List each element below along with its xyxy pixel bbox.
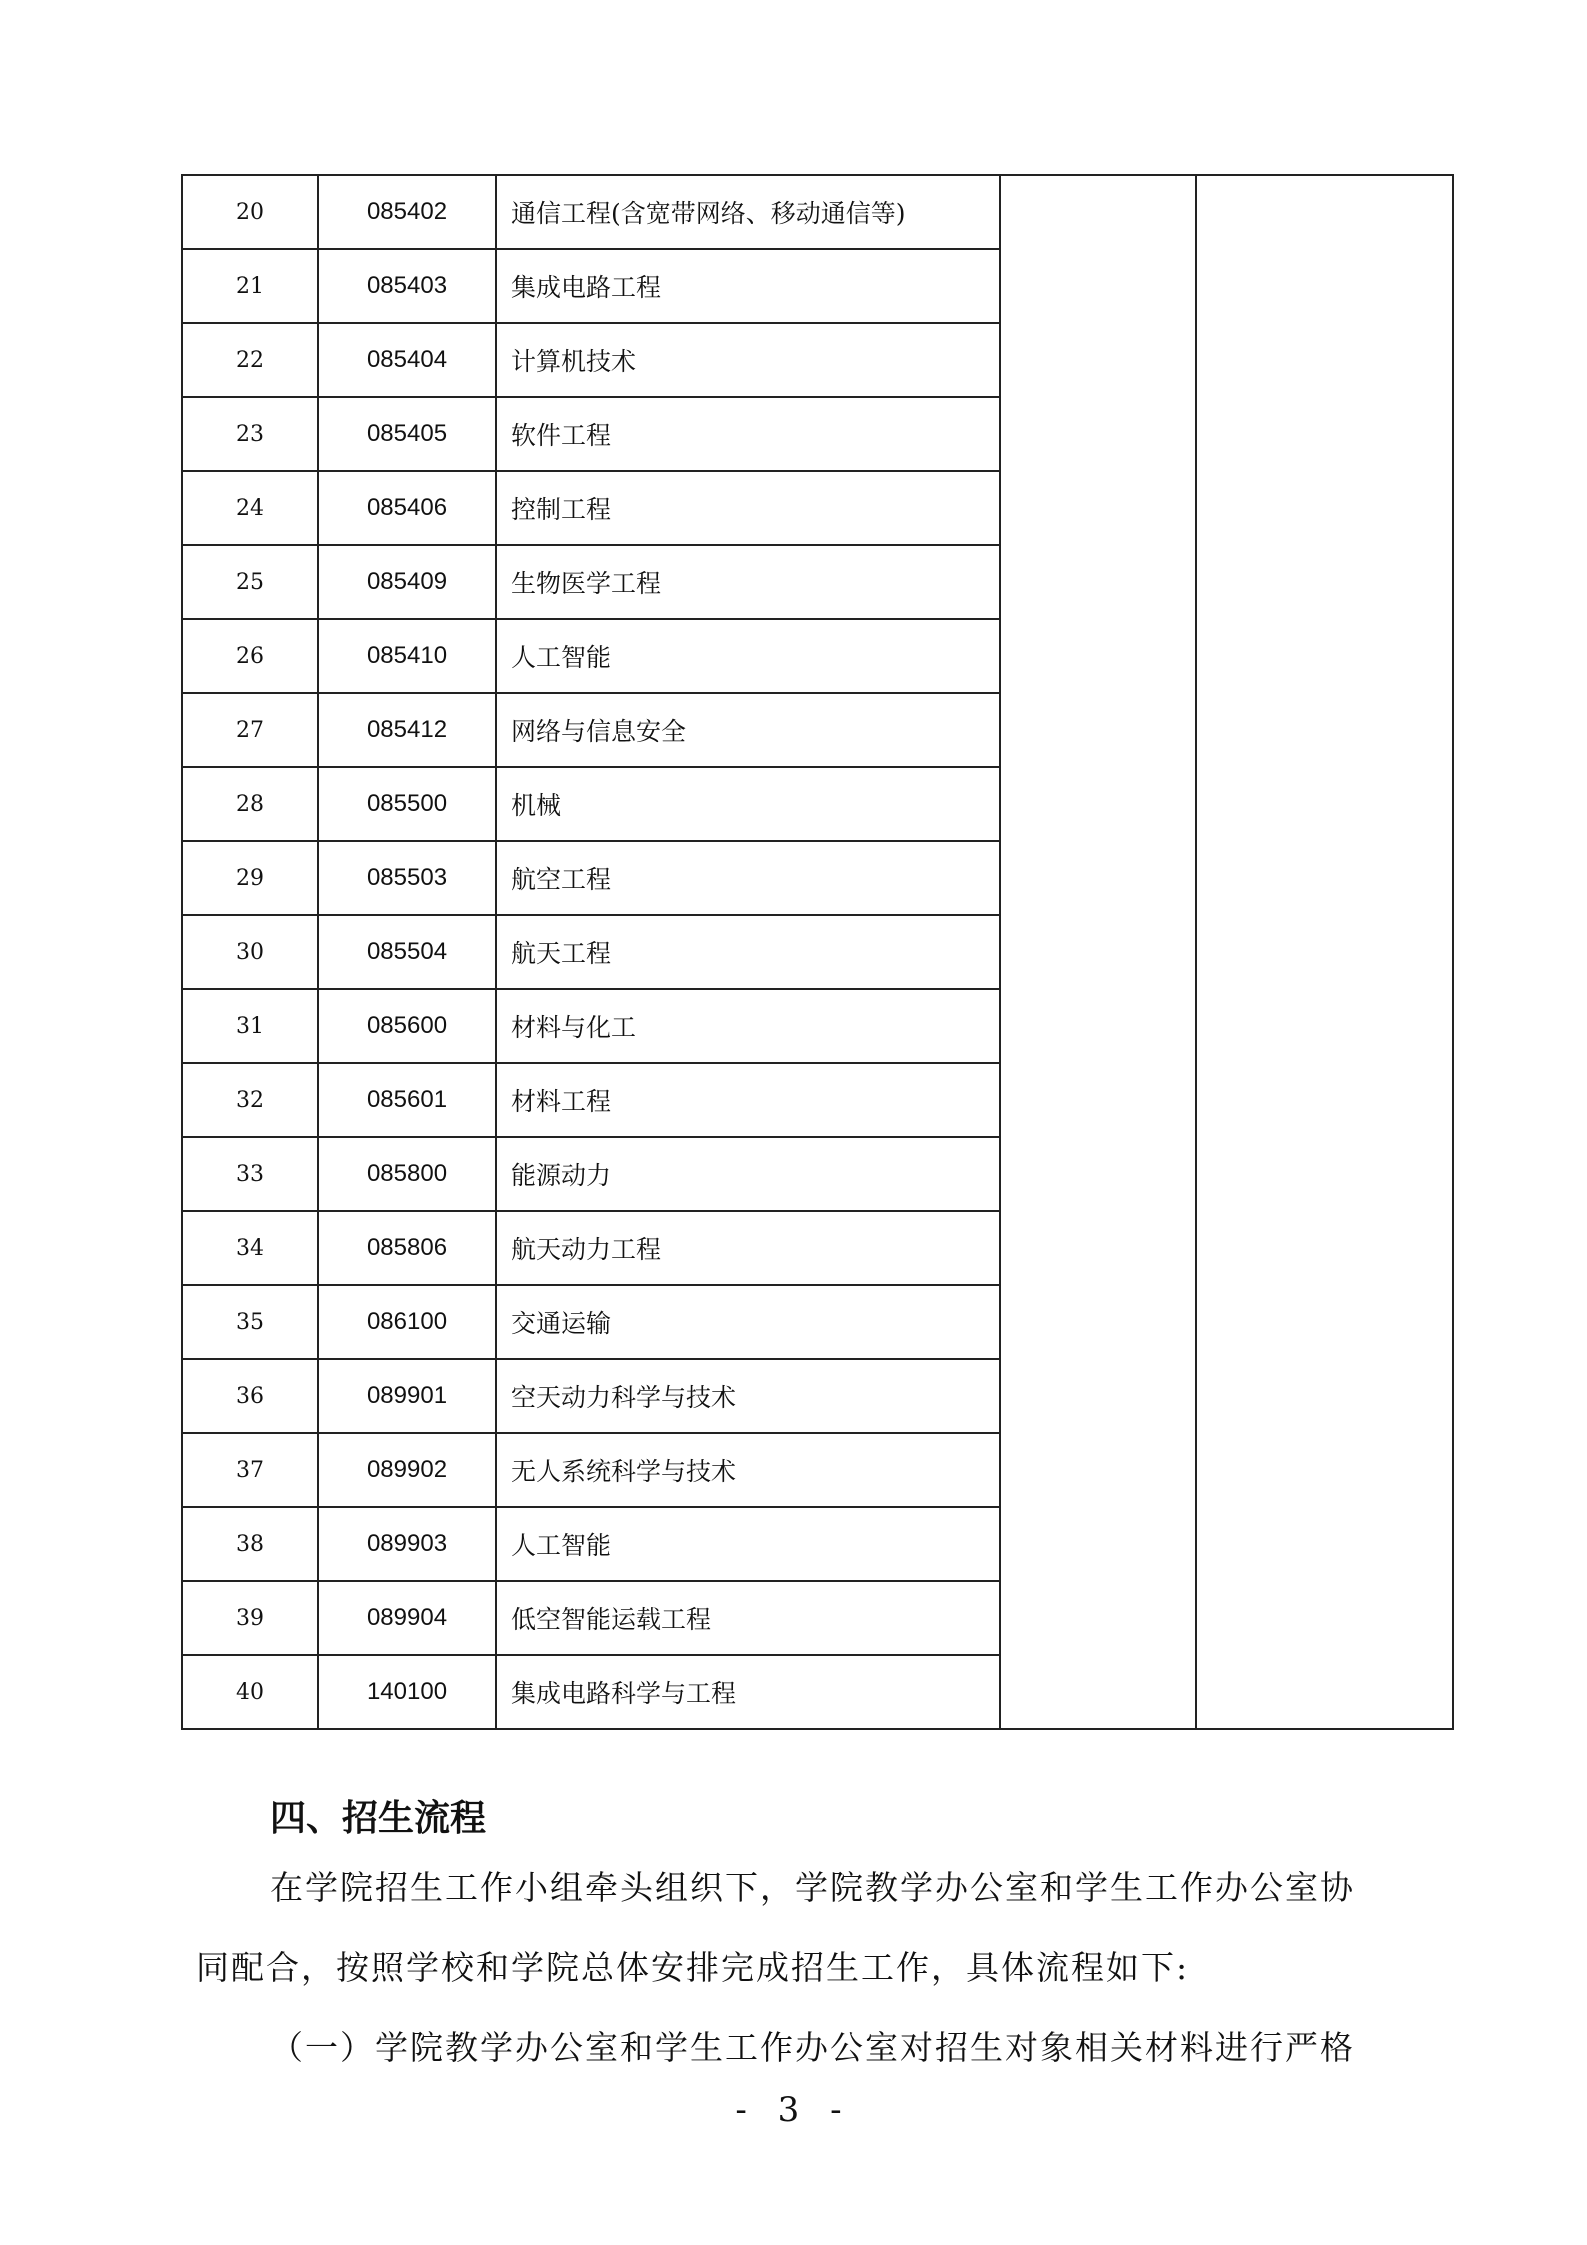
row-name-cell: 计算机技术 <box>496 323 1000 397</box>
row-code-cell: 085404 <box>318 323 496 397</box>
row-name-cell: 航天动力工程 <box>496 1211 1000 1285</box>
row-code-cell: 085503 <box>318 841 496 915</box>
row-name-cell: 集成电路工程 <box>496 249 1000 323</box>
row-seq-cell: 24 <box>182 471 318 545</box>
row-code-cell: 085409 <box>318 545 496 619</box>
row-name-cell: 网络与信息安全 <box>496 693 1000 767</box>
row-code-cell: 140100 <box>318 1655 496 1729</box>
row-code-cell: 085405 <box>318 397 496 471</box>
table-row <box>182 175 1453 249</box>
paragraph-line-2: 同配合，按照学校和学院总体安排完成招生工作，具体流程如下: <box>196 1948 1190 1987</box>
row-name-cell: 生物医学工程 <box>496 545 1000 619</box>
row-code-cell: 085504 <box>318 915 496 989</box>
row-seq-cell: 25 <box>182 545 318 619</box>
row-seq-cell: 29 <box>182 841 318 915</box>
row-code-cell: 089901 <box>318 1359 496 1433</box>
row-name-cell: 无人系统科学与技术 <box>496 1433 1000 1507</box>
merged-blank-cell-2 <box>1196 175 1453 1729</box>
row-name-cell: 机械 <box>496 767 1000 841</box>
row-seq-cell: 33 <box>182 1137 318 1211</box>
row-seq-cell: 28 <box>182 767 318 841</box>
row-code-cell: 085402 <box>318 175 496 249</box>
row-name-cell: 控制工程 <box>496 471 1000 545</box>
row-seq-cell: 20 <box>182 175 318 249</box>
major-table-body <box>182 175 1453 1729</box>
row-name-cell: 航天工程 <box>496 915 1000 989</box>
row-code-cell: 089902 <box>318 1433 496 1507</box>
paragraph-line-1: 在学院招生工作小组牵头组织下，学院教学办公室和学生工作办公室协 <box>270 1868 1355 1907</box>
row-seq-cell: 34 <box>182 1211 318 1285</box>
row-seq-cell: 30 <box>182 915 318 989</box>
row-seq-cell: 21 <box>182 249 318 323</box>
row-code-cell: 085500 <box>318 767 496 841</box>
row-name-cell: 低空智能运载工程 <box>496 1581 1000 1655</box>
row-code-cell: 089903 <box>318 1507 496 1581</box>
row-seq-cell: 31 <box>182 989 318 1063</box>
row-seq-cell: 22 <box>182 323 318 397</box>
row-code-cell: 085403 <box>318 249 496 323</box>
row-name-cell: 集成电路科学与工程 <box>496 1655 1000 1729</box>
row-code-cell: 086100 <box>318 1285 496 1359</box>
row-seq-cell: 27 <box>182 693 318 767</box>
row-seq-cell: 32 <box>182 1063 318 1137</box>
row-seq-cell: 35 <box>182 1285 318 1359</box>
row-name-cell: 航空工程 <box>496 841 1000 915</box>
row-seq-cell: 38 <box>182 1507 318 1581</box>
row-code-cell: 085800 <box>318 1137 496 1211</box>
row-seq-cell: 37 <box>182 1433 318 1507</box>
section-heading: 四、招生流程 <box>270 1798 487 1839</box>
row-code-cell: 085806 <box>318 1211 496 1285</box>
row-name-cell: 交通运输 <box>496 1285 1000 1359</box>
row-code-cell: 085406 <box>318 471 496 545</box>
row-code-cell: 089904 <box>318 1581 496 1655</box>
row-name-cell: 材料与化工 <box>496 989 1000 1063</box>
page-number: - 3 - <box>735 2090 852 2130</box>
row-name-cell: 空天动力科学与技术 <box>496 1359 1000 1433</box>
row-seq-cell: 23 <box>182 397 318 471</box>
row-name-cell: 材料工程 <box>496 1063 1000 1137</box>
row-code-cell: 085412 <box>318 693 496 767</box>
row-name-cell: 通信工程(含宽带网络、移动通信等) <box>496 175 1000 249</box>
row-seq-cell: 40 <box>182 1655 318 1729</box>
row-name-cell: 能源动力 <box>496 1137 1000 1211</box>
row-name-cell: 软件工程 <box>496 397 1000 471</box>
row-seq-cell: 26 <box>182 619 318 693</box>
row-name-cell: 人工智能 <box>496 619 1000 693</box>
row-code-cell: 085601 <box>318 1063 496 1137</box>
row-code-cell: 085410 <box>318 619 496 693</box>
row-code-cell: 085600 <box>318 989 496 1063</box>
merged-blank-cell-1 <box>1000 175 1196 1729</box>
row-name-cell: 人工智能 <box>496 1507 1000 1581</box>
paragraph-line-3: （一）学院教学办公室和学生工作办公室对招生对象相关材料进行严格 <box>270 2028 1355 2067</box>
row-seq-cell: 39 <box>182 1581 318 1655</box>
major-table <box>181 174 1433 1730</box>
major-table-grid <box>181 174 1454 1730</box>
row-seq-cell: 36 <box>182 1359 318 1433</box>
